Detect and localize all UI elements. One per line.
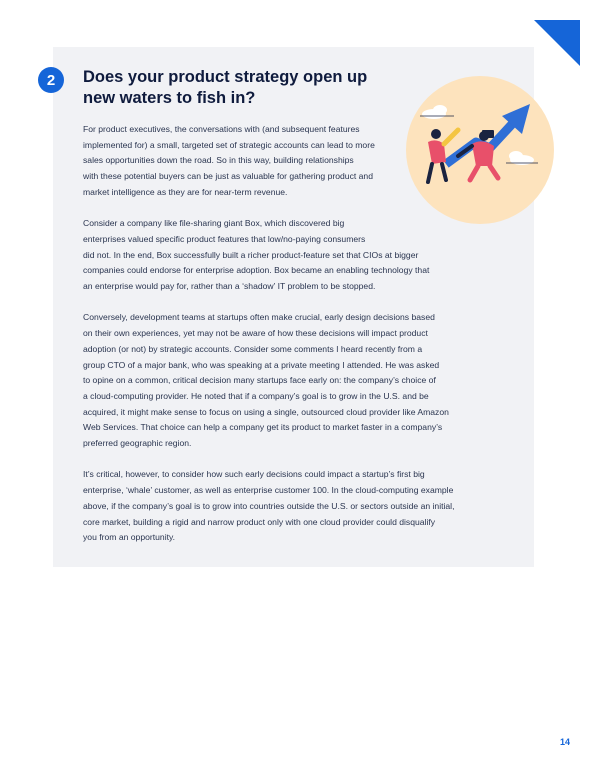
section-title-line-1: Does your product strategy open up — [83, 68, 368, 86]
section-title — [83, 67, 383, 109]
text-line: above, if the company’s goal is to grow into countries outside the U.S. or sectors outside an initial, — [83, 500, 455, 511]
text-line: group CTO of a major bank, who was speaking at a private meeting I attended. He was asked — [83, 359, 440, 370]
paragraph-1 — [83, 122, 483, 201]
corner-triangle-decoration — [534, 20, 580, 66]
text-line: adoption (or not) by strategic accounts. Consider some comments I heard recently from a — [83, 343, 423, 354]
section-title-line-2: new waters to fish in? — [83, 89, 256, 107]
text-line: with these potential buyers can be just as valuable for gathering product and — [83, 171, 373, 182]
text-line: Consider a company like file-sharing giant Box, which discovered big — [83, 218, 345, 229]
text-line: implemented for) a small, targeted set of strategic accounts can lead to more — [83, 139, 375, 150]
text-line: preferred geographic region. — [83, 438, 192, 449]
text-line: Web Services. That choice can help a company get its product to market faster in a company’s — [83, 422, 443, 433]
paragraph-4 — [83, 467, 483, 546]
text-line: core market, building a rigid and narrow product only with one cloud provider could disqualify — [83, 516, 436, 527]
text-line: an enterprise would pay for, rather than a ‘shadow’ IT problem to be stopped. — [83, 281, 376, 292]
text-line: did not. In the end, Box successfully built a richer product-feature set that CIOs at bigger — [83, 249, 419, 260]
text-line: on their own experiences, yet may not be aware of how these decisions will impact product — [83, 328, 428, 339]
body-text — [83, 122, 483, 562]
paragraph-3 — [83, 310, 483, 451]
section-number-badge: 2 — [38, 67, 64, 93]
text-line: you from an opportunity. — [83, 532, 176, 543]
text-line: enterprises valued specific product features that low/no-paying consumers — [83, 233, 366, 244]
paragraph-2 — [83, 216, 483, 295]
text-line: acquired, it might make sense to focus on using a single, outsourced cloud provider like Amazon — [83, 406, 449, 417]
text-line: to opine on a common, critical decision many startups face early on: the company’s choice of — [83, 375, 436, 386]
text-line: companies could endorse for enterprise adoption. Box became an enabling technology that — [83, 265, 430, 276]
text-line: enterprise, ‘whale’ customer, as well as enterprise customer 100. In the cloud-computing example — [83, 485, 454, 496]
text-line: market intelligence as they are for near-term revenue. — [83, 186, 288, 197]
text-line: a cloud-computing provider. He noted that if a company’s goal is to grow in the U.S. and be — [83, 390, 429, 401]
text-line: Conversely, development teams at startups often make crucial, early design decisions based — [83, 312, 435, 323]
text-line: It’s critical, however, to consider how such early decisions could impact a startup’s first big — [83, 469, 425, 480]
text-line: For product executives, the conversations with (and subsequent features — [83, 124, 360, 134]
page-number: 14 — [560, 737, 571, 747]
text-line: sales opportunities down the road. So in this way, building relationships — [83, 155, 354, 166]
